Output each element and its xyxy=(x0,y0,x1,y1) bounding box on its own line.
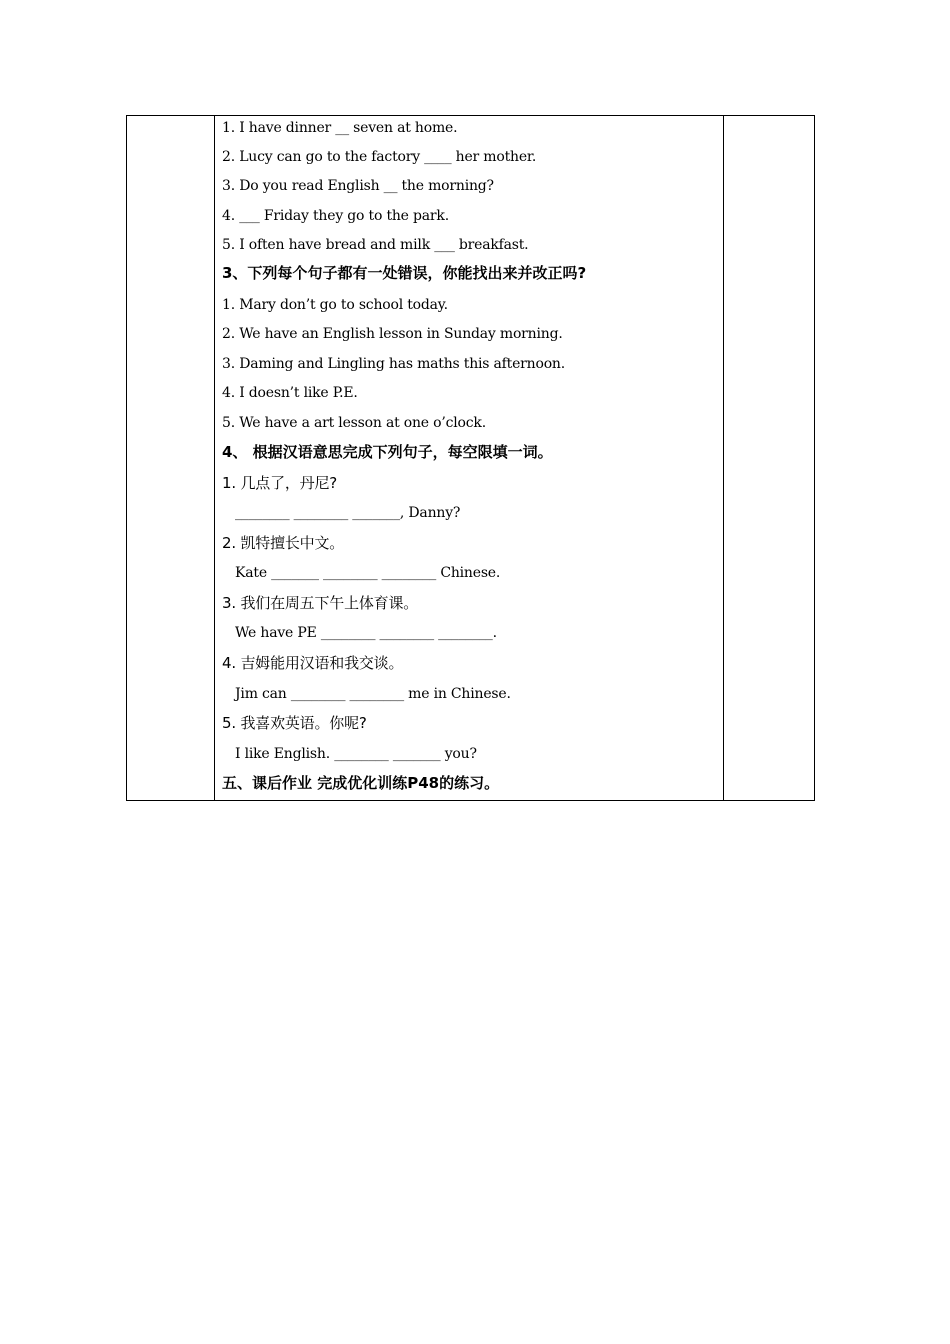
sec4-item-4-cn: 4. 吉姆能用汉语和我交谈。 xyxy=(222,654,404,672)
sec2-line-5: 5. I often have bread and milk ___ breakfast. xyxy=(222,237,529,253)
sec3-line-1: 1. Mary don’t go to school today. xyxy=(222,297,448,313)
sec3-line-4: 4. I doesn’t like P.E. xyxy=(222,385,358,401)
column-divider-left xyxy=(214,116,215,800)
sec3-line-5: 5. We have a art lesson at one o’clock. xyxy=(222,415,486,431)
sec4-item-1-en: ________ ________ _______, Danny? xyxy=(235,505,461,521)
sec2-line-3: 3. Do you read English __ the morning? xyxy=(222,178,494,194)
sec4-item-5-en: I like English. ________ _______ you? xyxy=(235,746,477,762)
sec4-heading: 4、 根据汉语意思完成下列句子，每空限填一词。 xyxy=(222,443,553,461)
homework-line: 五、课后作业 完成优化训练P48的练习。 xyxy=(222,774,500,792)
sec4-item-4-en: Jim can ________ ________ me in Chinese. xyxy=(235,686,511,702)
sec4-item-2-en: Kate _______ ________ ________ Chinese. xyxy=(235,565,501,581)
sec2-line-1: 1. I have dinner __ seven at home. xyxy=(222,120,458,136)
sec4-item-1-cn: 1. 几点了，丹尼? xyxy=(222,474,338,492)
sec2-line-4: 4. ___ Friday they go to the park. xyxy=(222,208,449,224)
sec3-line-2: 2. We have an English lesson in Sunday morning. xyxy=(222,326,563,342)
sec4-item-3-cn: 3. 我们在周五下午上体育课。 xyxy=(222,594,419,612)
sec2-line-2: 2. Lucy can go to the factory ____ her mother. xyxy=(222,149,537,165)
sec3-heading: 3、下列每个句子都有一处错误，你能找出来并改正吗? xyxy=(222,264,587,282)
sec3-line-3: 3. Daming and Lingling has maths this afternoon. xyxy=(222,356,565,372)
sec4-item-2-cn: 2. 凯特擅长中文。 xyxy=(222,534,345,552)
column-divider-right xyxy=(723,116,724,800)
sec4-item-3-en: We have PE ________ ________ ________. xyxy=(235,625,497,641)
sec4-item-5-cn: 5. 我喜欢英语。你呢? xyxy=(222,714,367,732)
